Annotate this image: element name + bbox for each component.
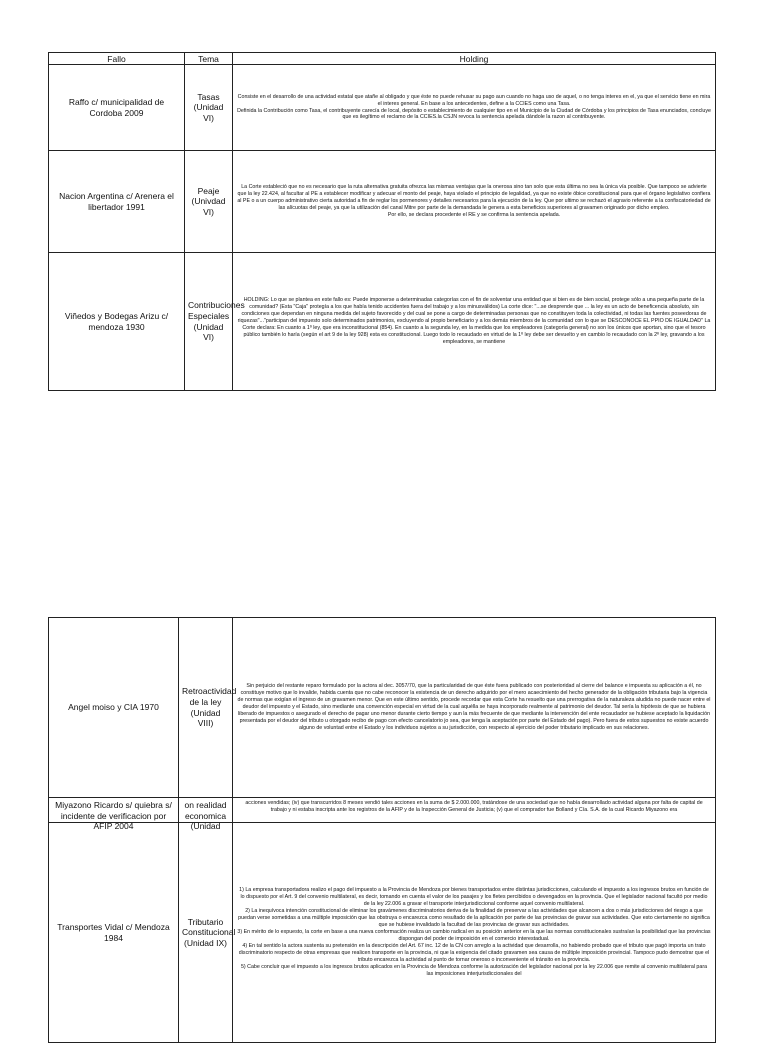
header-holding: Holding [233, 53, 716, 65]
fallo-cell: Viñedos y Bodegas Arizu c/ mendoza 1930 [49, 253, 185, 391]
jurisprudence-table-bottom [48, 617, 716, 1043]
holding-paragraph: La Corte estableció que no es necesario que la ruta alternativa gratuita ofrezca las mismas ventajas que la onerosa sino tan solo que esta última no sea la única vía posible. Que tampoco se advierte que la ley 22.424, al facultar al PE a establecer modificar y adecuar el monto del peaje, haya violado el principio de legalidad, ya que no existe óbice constitucional para que el órgano legislativo confiera al PE o a un cuerpo administrativo cierta autoridad a fin de reglar los pormenores y detalles necesarios para la ejecución de la ley. Que por ultimo se rechazó el agravio referente a la confiscatoriedad de las alícuotas del peaje, ya que la utilización del canal Mitre por parte de la demandada le genera a esta beneficios superiores al gravamen originado por dicho empleo. [237, 184, 711, 211]
holding-paragraph: 5) Cabe concluir que el impuesto a los ingresos brutos aplicados en la Provincia de Mendoza conforme la autorización del legislador nacional por la ley 22.006 que remite al convenio multilateral para las imposiciones interjurisdiccionales del [240, 963, 708, 977]
holding-cell [233, 65, 716, 151]
holding-cell: acciones vendidas; (iv) que transcurridos 8 meses vendió tales acciones en la suma de $ 2.000.000, tratándose de una sociedad que no había desarrollado actividad alguna por falta de capital de trabajo y ni estaba inscripta ante los registros de la AFIP y de la Inspección General de Justicia; (v) que el comprador fue Bolland y Cía. S.A. de la cual Ricardo Miyazono era [233, 798, 716, 823]
tema-cell: Tasas (Unidad VI) [185, 65, 233, 151]
table-row [49, 618, 716, 798]
holding-cell [233, 823, 716, 1043]
table-header-row [49, 53, 716, 65]
header-tema: Tema [185, 53, 233, 65]
holding-paragraph: HOLDING: Lo que se plantea en este fallo es: Puede imponerse a determinadas categorías con el fin de solventar una entidad que si bien es de bien social, protege sólo a una pequeña parte de la comunidad? (Esta "Caja" protegía a los que había tenido accidentes fuera del trabajo y a los minusválidos) La corte dice: "...se desprende que ... la ley es un acto de beneficencia absoluto, sin condiciones que dependan en ninguna medida del sujeto favorecido y del cual se pone a cargo de determinadas personas que no constituyen toda la colectividad, ni todas las fuentes poseedoras de riquezas"..."participan del impuesto solo determinados patrimonios, excluyendo al propio beneficiario y a los demás miembros de la comunidad con lo que se DESCONOCE EL PPIO DE IGUALDAD" La Corte declara: En cuanto a 1º ley, que era inconstitucional (854). En cuanto a la segunda ley, en la medida que los empleadores (categoría general) no son los únicos que aportan, sino que el tesoro público también lo haría (según el art 9 de la ley 928) esta es constitucional. Luego todo lo recaudado en virtud de la 1º ley debe ser devuelto y en cambio lo recaudado con la 2º ley, gravando a los empleadores, se mantiene [237, 297, 711, 345]
tema-cell: Peaje (Univdad VI) [185, 151, 233, 253]
holding-paragraph: Definida la Contribución como Tasa, el contribuyente carecía de local, depósito o establecimiento de cualquier tipo en el Municipio de la Ciudad de Córdoba y los principios de Tasa enunciados, concluye que es ilegítimo el reclamo de la CCIES.la CSJN revoca la sentencia apelada dándole la razon al contribuyente. [237, 107, 711, 121]
holding-paragraph: Sin perjuicio del restante reparo formulado por la actora al dec. 3057/70, que la particularidad de que éste fuera publicado con posterioridad al cierre del balance e impuesta su aplicación a él, no constituye motivo que lo invalide, habida cuenta que no cabe reconocer la existencia de un derecho adquirido por el mero acaecimiento del hecho generador de la obligación tributaria bajo la vigencia de normas que exigían el ingreso de un gravamen menor. Que en este último sentido, procede recordar que esta Corte ha resuelto que una prerrogativa de la naturaleza aludida no puede nacer entre el deudor del impuesto y el Estado, sino mediante una convención especial en virtud de la cual aquélla se haya incorporado realmente al patrimonio del deudor. Tal sería la hipótesis de que se hubiera liberado de impuestos o asegurado el derecho de pagar uno menor durante cierto tiempo y aun la más frecuente de que mediante la intervención del ente recaudador se hubiese aceptado la liquidación presentada por el deudor del tributo u otorgado recibo de pago con efecto cancelatorio jo sea, que tenga la aceptación por parte del Estado del pago). Pero fuera de estos supuestos no existe acuerdo alguno de voluntad entre el Estado y los individuos sujetos a su jurisdicción, con respecto al ejercicio del poder tributario implicado en sus relaciones. [237, 683, 711, 731]
tema-cell: Retroactividad de la ley (Unidad VIII) [179, 618, 233, 798]
fallo-cell: Transportes Vidal c/ Mendoza 1984 [49, 823, 179, 1043]
table-row [49, 798, 716, 823]
holding-paragraph: 3) En mérito de lo expuesto, la corte en base a una nueva conformación realiza un cambio radical en su posición anterior en la que las normas constitucionales sustraían la posibilidad que las provincias dispongan del poder de imposición en el comercio interestadual. [237, 929, 711, 942]
holding-cell [233, 151, 716, 253]
holding-paragraph: 2) La inequívoca intención constitucional de eliminar los gravámenes discriminatorios deriva de la finalidad de preservar a las actividades que alcancen a dos o más jurisdicciones del riesgo a que puedan verse sometidas a una múltiple imposición que las obstruya o encarezca como resultado de la aplicación por parte de las provincias de gravar sus actividades. Que esto ciertamente no significa que se hubiese invalidado la facultad de las provincias de gravar sus actividades. [238, 908, 710, 929]
holding-paragraph: Consiste en el desarrollo de una actividad estatal que atañe al obligado y que éste no puede rehusar su pago aun cuando no haga uso de aquel, o no tenga interes en el, ya que el servicio tiene en mira el interes general. En base a los antecedentes, define a la CCIES como una Tasa. [237, 93, 711, 107]
tema-cell: Tributario Constitucional (Unidad IX) [179, 823, 233, 1043]
jurisprudence-table-top [48, 52, 716, 391]
table-row [49, 65, 716, 151]
table-row [49, 151, 716, 253]
holding-cell [233, 253, 716, 391]
holding-cell [233, 618, 716, 798]
tema-cell: on realidad economica (Unidad [179, 798, 233, 823]
table-row [49, 823, 716, 1043]
holding-paragraph: Por ello, se declara procedente el RE y se confirma la sentencia apelada. [387, 211, 561, 218]
fallo-cell: Raffo c/ municipalidad de Cordoba 2009 [49, 65, 185, 151]
fallo-cell: Nacion Argentina c/ Arenera el libertador 1991 [49, 151, 185, 253]
fallo-cell: Miyazono Ricardo s/ quiebra s/ incidente de verificacion por AFIP 2004 [49, 798, 179, 823]
holding-paragraph: 1) La empresa transportadora realizo el pago del impuesto a la Provincia de Mendoza por bienes transportados entre distintas jurisdicciones, calculando el impuesto a los ingresos brutos en función de lo dispuesto por el Art. 9 del convenio multilateral, es decir, tomando en cuenta el valor de los pasajes y los fletes percibidos o devengados en la provincia. Que el legislador nacional facultó por medio de la ley 22.006 a gravar el transporte interjurisdiccional conforme aquel convenio multilateral. [239, 887, 709, 908]
header-fallo: Fallo [49, 53, 185, 65]
fallo-cell: Angel moiso y CIA 1970 [49, 618, 179, 798]
table-row [49, 253, 716, 391]
holding-paragraph: 4) En tal sentido la actora sustenta su pretensión en la descripción del Art. 67 inc. 12 de la CN con arreglo a la actividad que desarrolla, no habiendo probado que el tributo que pagó importa un trato discriminatorio respecto de otras empresas que realicen transporte en la provincia, ni que la exigencia del citado gravamen sea causa de múltiple imposición provincial. Tampoco pudo demostrar que el tributo encarezca la actividad al punto de tornar oneroso o inconveniente el tránsito en la provincia. [238, 942, 710, 963]
tema-cell: Contribuciones Especiales (Unidad VI) [185, 253, 233, 391]
